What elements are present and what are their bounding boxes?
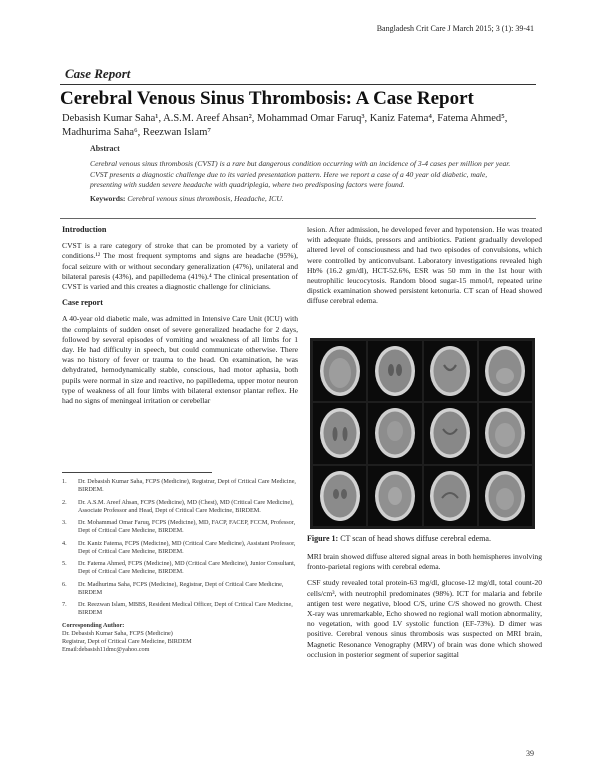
ct-slice xyxy=(313,466,366,526)
mri-findings-text: MRI brain showed diffuse altered signal areas in both hemispheres involving fronto-parietal regions with cerebral edema. xyxy=(307,552,542,572)
footnote-number: 6. xyxy=(62,580,67,588)
author-list xyxy=(62,112,530,140)
ct-slice xyxy=(368,403,421,463)
correspondence xyxy=(62,622,298,654)
footnote-item xyxy=(62,478,298,494)
footnote-item xyxy=(62,499,298,515)
figure-caption xyxy=(307,534,542,543)
footnote-item xyxy=(62,581,298,597)
ct-scan-figure xyxy=(310,338,535,529)
footnote-rule xyxy=(62,472,212,473)
keywords-text: Cerebral venous sinus thrombosis, Headache, ICU. xyxy=(125,194,284,204)
right-column-bottom xyxy=(307,552,542,666)
section-label: Case Report xyxy=(65,66,131,81)
footnote-item xyxy=(62,560,298,576)
ct-slice xyxy=(368,466,421,526)
footnote-text: Dr. Debasish Kumar Saha, FCPS (Medicine), Registrar, Dept of Critical Care Medicine, BIRDEM. xyxy=(78,478,296,493)
footnote-item xyxy=(62,519,298,535)
abstract-text: Cerebral venous sinus thrombosis (CVST) is a rare but dangerous condition occurring with an incidence of 3-4 cases per million per year. CVST presents a diagnostic challenge due to its varied presentation pattern. Here we report a case of a 40 year old diabetic, male, presenting with sudden severe headache with quadriplegia, where two predisposing factors were found. xyxy=(90,159,511,189)
figure-caption-label: Figure 1: xyxy=(307,534,339,543)
ct-slice xyxy=(479,341,532,401)
ct-slice xyxy=(368,341,421,401)
footnote-text: Dr. A.S.M. Areef Ahsan, FCPS (Medicine), MD (Chest), MD (Critical Care Medicine), Associate Professor and Head, Dept of Critical Care Medicine, BIRDEM. xyxy=(78,498,294,514)
correspondence-email: Email:debasish11dmc@yahoo.com xyxy=(62,645,150,653)
ct-slice xyxy=(424,341,477,401)
footnote-number: 4. xyxy=(62,539,67,547)
introduction-heading: Introduction xyxy=(62,225,107,234)
footnote-number: 7. xyxy=(62,601,67,608)
footnote-text: Dr. Mohammad Omar Faruq, FCPS (Medicine), MD, FACP, FACEP, FCCM, Professor, Dept of Critical Care Medicine, BIRDEM. xyxy=(78,519,296,534)
footnote-number: 3. xyxy=(62,519,67,526)
footnote-text: Dr. Reezwan Islam, MBBS, Resident Medical Officer, Dept of Critical Care Medicine, BIRDEM xyxy=(78,601,293,616)
abstract-rule xyxy=(60,218,536,219)
case-report-continued: lesion. After admission, he developed fever and hypotension. He was treated with adequate fluids, pressors and antibiotics. Patient gradually developed altered level of consciousness and had two episodes of convulsions, which were controlled by anticonvulsant. Laboratory investigations revealed high Hb% (16.2 gm/dl), HCT-52.6%, ESR was 50 mm in the 1st hour with neutrophilic leucocytosis. Random blood sugar-15 mmol/l, repeated urine dipstick examination showed persistent ketonuria. CT scan of Head showed diffuse cerebral edema. xyxy=(307,225,542,306)
right-column-top xyxy=(307,225,542,313)
correspondence-name: Dr. Debasish Kumar Saha, FCPS (Medicine) xyxy=(62,629,173,637)
case-report-heading: Case report xyxy=(62,298,104,308)
footnote-text: Dr. Fatema Ahmed, FCPS (Medicine), MD (Critical Care Medicine), Junior Consultant, Dept of Critical Care Medicine, BIRDEM. xyxy=(78,560,296,575)
footnote-text: Dr. Kaniz Fatema, FCPS (Medicine), MD (Critical Care Medicine), Assistant Professor, Dept of Critical Care Medicine, BIRDEM. xyxy=(78,539,296,555)
keywords xyxy=(90,194,520,204)
introduction-text: CVST is a rare category of stroke that can be promoted by a variety of conditions.¹² The most frequent symptoms and signs are headache (95%), focal seizure with or without secondary generalization (47%), unilateral and bilateral paresis (43%), and papilledema (41%).⁴ The clinical presentation of CVST is varied and this creates a diagnostic challenge for clinicians. xyxy=(62,241,298,292)
footnote-item xyxy=(62,601,298,617)
ct-slice xyxy=(313,403,366,463)
figure-caption-text: CT scan of head shows diffuse cerebral edema. xyxy=(338,534,491,543)
footnotes xyxy=(62,478,298,654)
csf-findings-text: CSF study revealed total protein-63 mg/dl, glucose-12 mg/dl, total count-20 cells/cm³, with neutrophil predominates (98%). ICT for malaria and febrile antigen test were negative, blood C/S, urine C/S showed no growth. Chest X-ray was unremarkable, Echo showed no regional wall motion abnormality, no vegetation, with good LV systolic function (EF-73%). D dimer was positive. Cerebral venous sinus thrombosis was suspected on MRI brain, Magnetic Resonance Venography (MRV) of brain was done which showed occlusion in posterior segment of superior sagittal xyxy=(307,578,542,659)
case-report-text: A 40-year old diabetic male, was admitted in Intensive Care Unit (ICU) with the complaints of sudden onset of severe generalized headache for 2 days, followed by several episodes of vomiting and weakness of all limbs for 1 day. He had difficulty in speech, but could communicate otherwise. There was no history of fever or trauma to the head. On examination, he was dehydrated, hemodynamically stable, conscious, had motor aphasia, both pupils were normal in size and reactive, no papilledema, upper motor neuron type of weakness of all four limbs with bilateral extensor plantar reflex. He had no signs of meningeal irritation or cerebellar xyxy=(62,314,298,406)
journal-reference: Bangladesh Crit Care J March 2015; 3 (1): 39-41 xyxy=(376,24,534,33)
abstract-block xyxy=(90,144,520,204)
ct-slice xyxy=(313,341,366,401)
footnote-item xyxy=(62,540,298,556)
article-title: Cerebral Venous Sinus Thrombosis: A Case Report xyxy=(60,88,474,109)
correspondence-affiliation: Registrar, Dept of Critical Care Medicine, BIRDEM xyxy=(62,637,192,645)
left-column xyxy=(62,225,298,412)
section-rule xyxy=(60,84,536,85)
authors-line-2: Madhurima Saha⁶, Reezwan Islam⁷ xyxy=(62,127,212,138)
abstract-heading: Abstract xyxy=(90,144,120,153)
footnote-text: Dr. Madhurima Saha, FCPS (Medicine), Registrar, Dept of Critical Care Medicine, BIRDEM xyxy=(78,580,284,596)
footnote-number: 1. xyxy=(62,478,67,485)
ct-slice xyxy=(479,403,532,463)
ct-slice xyxy=(479,466,532,526)
keywords-label: Keywords: xyxy=(90,194,126,204)
ct-slice xyxy=(424,403,477,463)
page-number: 39 xyxy=(526,749,534,758)
correspondence-heading: Corresponding Author: xyxy=(62,621,125,629)
authors-line-1: Debasish Kumar Saha¹, A.S.M. Areef Ahsan², Mohammad Omar Faruq³, Kaniz Fatema⁴, Fatema Ahmed⁵, xyxy=(62,113,508,124)
footnote-number: 2. xyxy=(62,498,67,506)
ct-slice xyxy=(424,466,477,526)
footnote-number: 5. xyxy=(62,560,67,567)
